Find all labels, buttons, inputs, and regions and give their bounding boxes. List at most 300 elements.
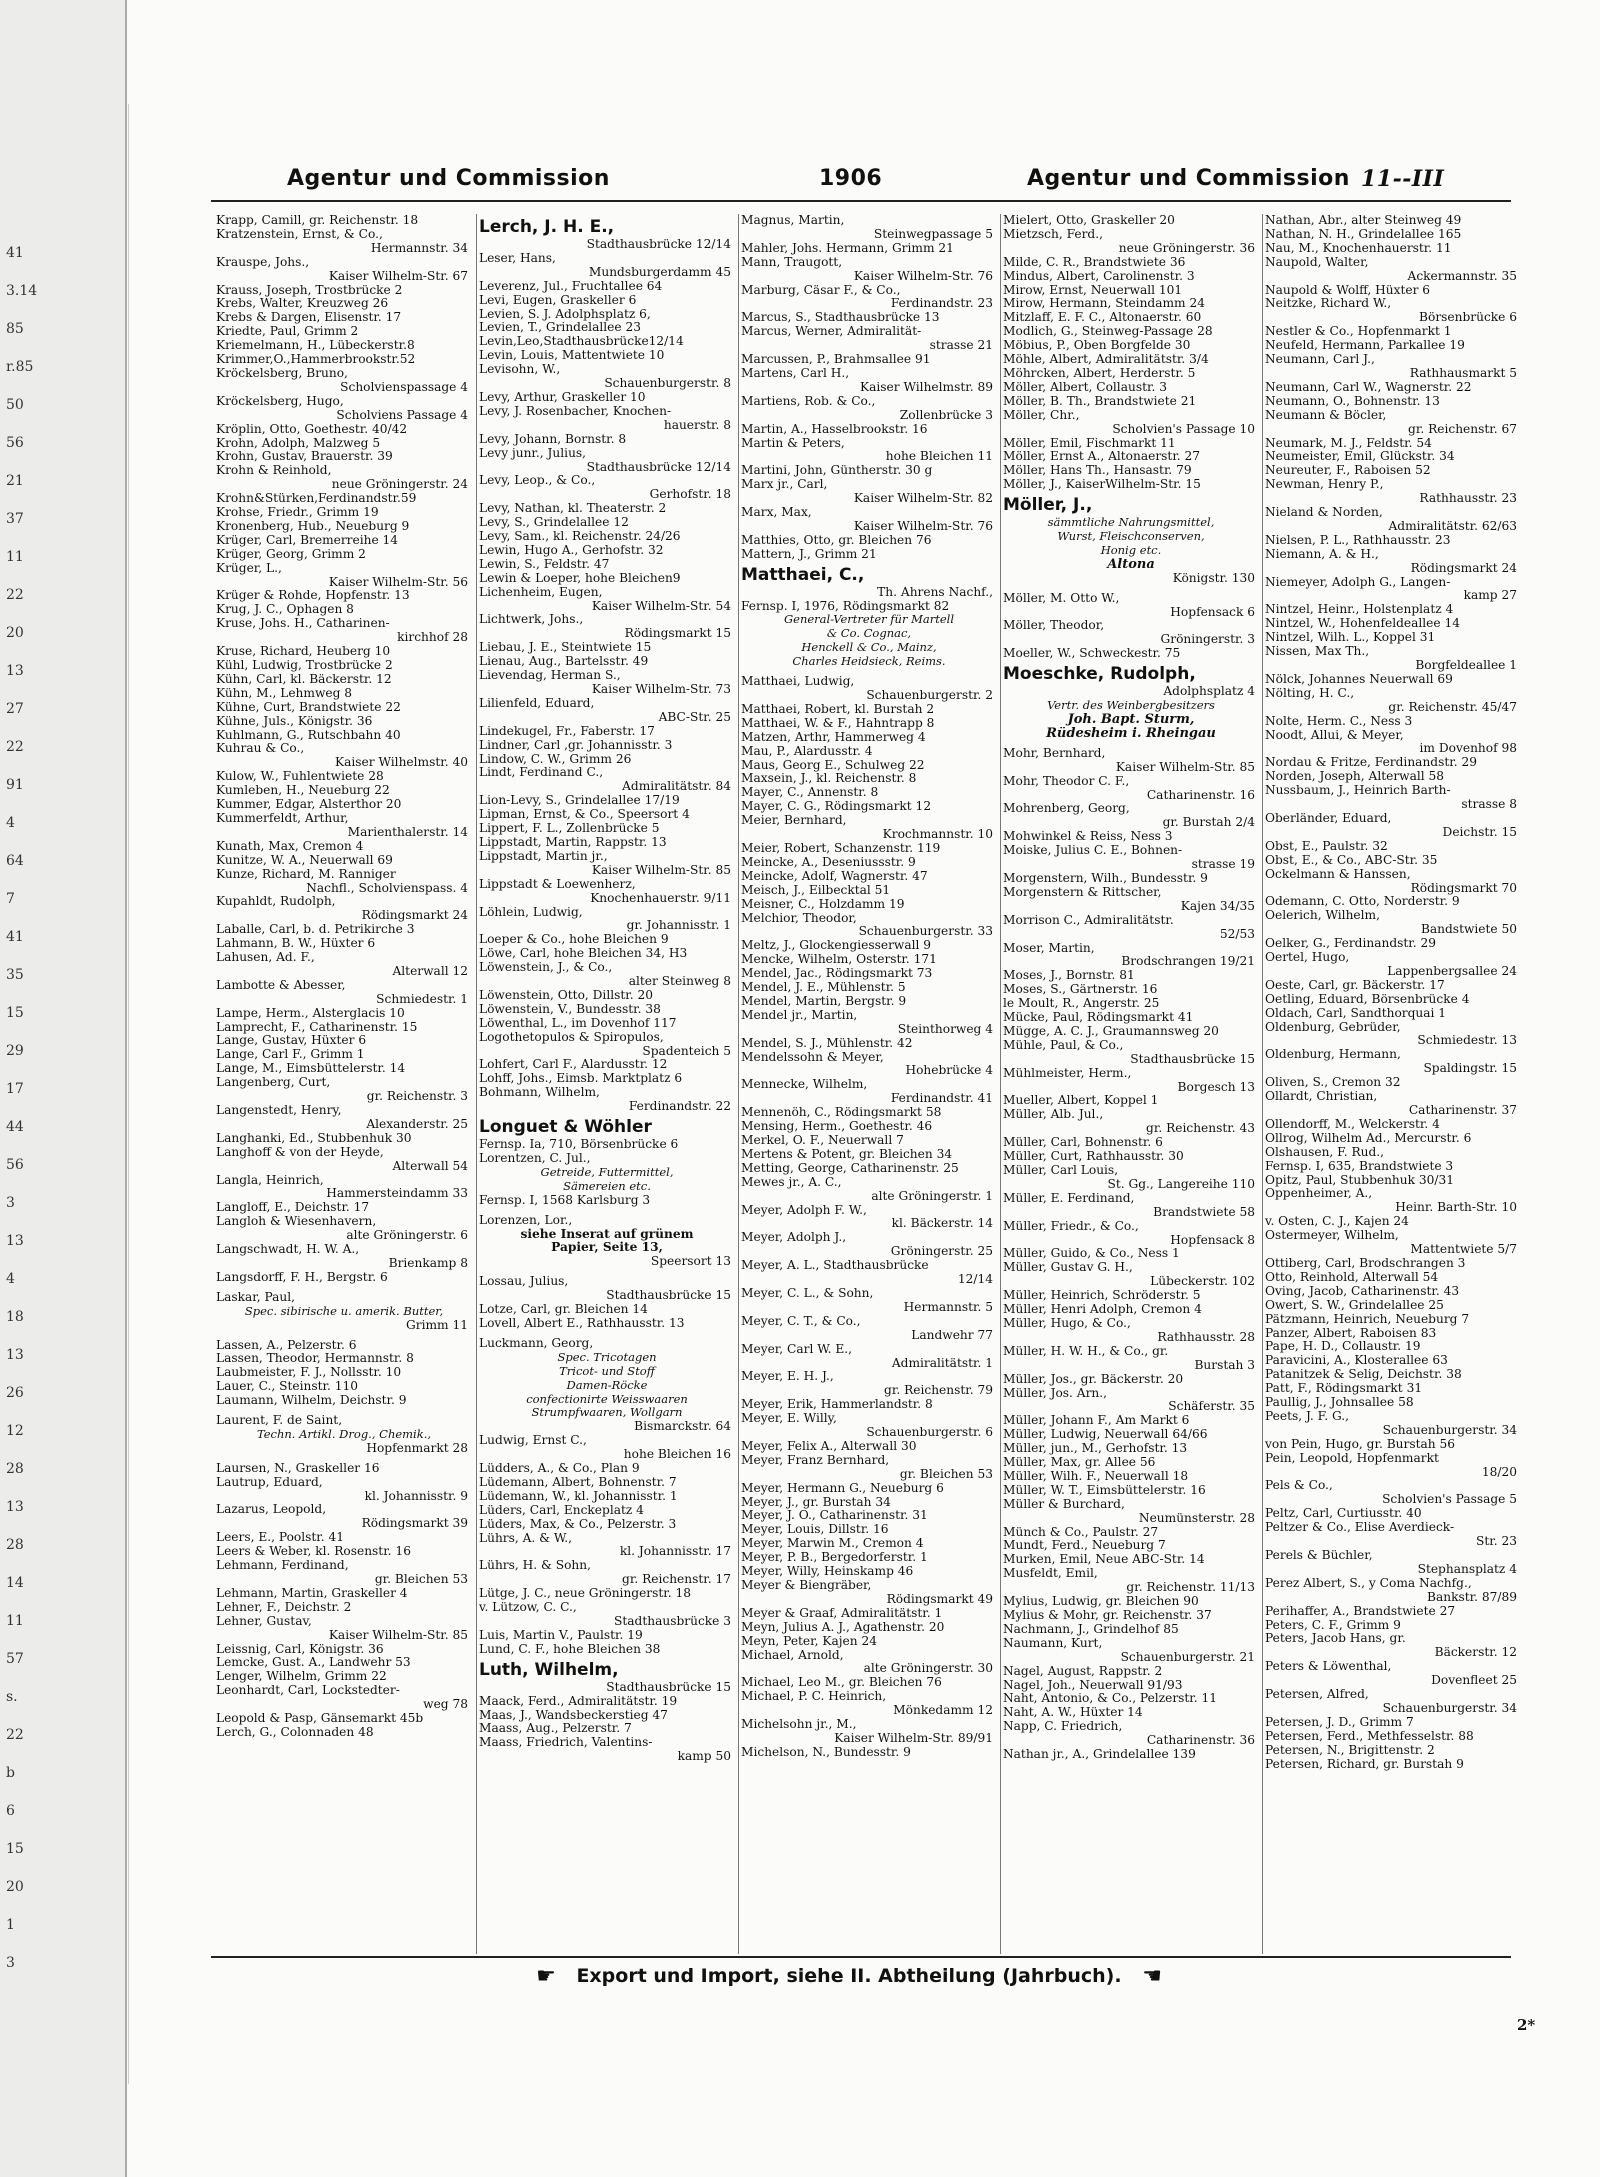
margin-number: 13 [6,1233,24,1249]
directory-entry: Levy, Leop., & Co., [479,474,596,488]
directory-entry: Kunath, Max, Cremon 4 [216,839,364,853]
directory-entry: Hammersteindamm 33 [326,1187,468,1201]
directory-entry: Borgfeldeallee 1 [1415,659,1517,672]
directory-entry: Fernsp. Ia, 710, Börsenbrücke 6 [479,1138,679,1152]
directory-entry: Petersen, N., Brigittenstr. 2 [1265,1743,1435,1757]
directory-entry: Fernsp. I, 1568 Karlsburg 3 [479,1193,651,1207]
directory-entry: Metting, George, Catharinenstr. 25 [741,1161,959,1175]
directory-entry: Langhanki, Ed., Stubbenhuk 30 [216,1131,412,1145]
directory-entry: Tricot- und Stoff [559,1364,655,1378]
directory-entry: Krüger, L., [216,561,282,575]
column-5 [1262,214,1521,1954]
margin-number: 13 [6,1499,24,1515]
directory-entry: Stadthausbrücke 12/14 [586,460,731,474]
margin-number: 64 [6,853,24,869]
directory-entry: Neitzke, Richard W., [1265,297,1392,311]
directory-entry: Oldenburg, Hermann, [1265,1048,1401,1062]
directory-entry: Ottiberg, Carl, Brodschrangen 3 [1265,1256,1466,1270]
directory-entry: Zollenbrücke 3 [899,408,993,422]
directory-entry: Moses, J., Bornstr. 81 [1003,969,1135,983]
directory-entry: Müller, Jos., gr. Bäckerstr. 20 [1003,1372,1184,1386]
directory-entry: Nölck, Johannes Neuerwall 69 [1265,672,1453,686]
directory-entry: Kühl, Ludwig, Trostbrücke 2 [216,659,393,672]
margin-number: 18 [6,1309,24,1325]
directory-entry: Levien, T., Grindelallee 23 [479,321,641,335]
directory-entry: Mueller, Albert, Koppel 1 [1003,1094,1159,1108]
margin-number: 50 [6,397,24,413]
directory-entry: gr. Johannisstr. 1 [626,919,731,933]
directory-entry: Kaiser Wilhelmstr. 89 [860,380,993,394]
directory-entry: Lippstadt & Loewenherz, [479,877,636,891]
directory-entry: Marx jr., Carl, [741,478,828,492]
directory-entry: Hopfensack 8 [1170,1233,1255,1247]
directory-entry: Gröningerstr. 3 [1160,633,1255,647]
directory-entry: Oliven, S., Cremon 32 [1265,1076,1401,1090]
directory-entry: Meyer, Louis, Dillstr. 16 [741,1523,889,1537]
directory-entry: Marienthalerstr. 14 [347,825,468,839]
directory-entry: Rödingsmarkt 49 [886,1592,993,1606]
directory-entry: Krochmannstr. 10 [882,828,993,842]
directory-entry: Patt, F., Rödingsmarkt 31 [1265,1382,1423,1396]
directory-entry: Löwe, Carl, hohe Bleichen 34, H3 [479,947,688,961]
directory-entry: Lautrup, Eduard, [216,1475,323,1489]
directory-entry: Löwenstein, V., Bundesstr. 38 [479,1002,661,1016]
directory-columns [214,214,1517,1954]
directory-entry: Mendel jr., Martin, [741,1008,858,1022]
directory-entry: Lindekugel, Fr., Faberstr. 17 [479,724,655,738]
directory-entry: Oberländer, Eduard, [1265,811,1392,825]
margin-number: 29 [6,1043,24,1059]
directory-entry: St. Gg., Langereihe 110 [1107,1177,1255,1191]
directory-entry: Mundt, Ferd., Neueburg 7 [1003,1539,1166,1553]
directory-entry: Naupold & Wolff, Hüxter 6 [1265,283,1431,297]
directory-entry: Mylius, Ludwig, gr. Bleichen 90 [1003,1595,1199,1609]
directory-entry: Möller, Chr., [1003,408,1080,422]
directory-entry: Melchior, Theodor, [741,911,857,925]
directory-entry: Honig etc. [1100,543,1162,557]
directory-entry: Kajen 34/35 [1180,899,1255,913]
directory-entry: Naht, A. W., Hüxter 14 [1003,1706,1143,1720]
directory-entry: Langhoff & von der Heyde, [216,1145,384,1159]
margin-number: 91 [6,777,24,793]
directory-entry: Langschwadt, H. W. A., [216,1243,360,1257]
directory-entry: Meyer & Biengräber, [741,1579,872,1592]
directory-entry: Maus, Georg E., Schulweg 22 [741,758,925,772]
directory-entry: Kaiser Wilhelm-Str. 85 [1115,760,1255,774]
directory-entry: v. Lützow, C. C., [479,1601,577,1615]
directory-entry: Müller, Alb. Jul., [1003,1108,1104,1122]
directory-entry: Müller, Henri Adolph, Cremon 4 [1003,1303,1202,1317]
directory-entry: Rödingsmarkt 24 [361,909,468,923]
directory-entry: Oldenburg, Gebrüder, [1265,1020,1401,1034]
directory-entry: Steinthorweg 4 [897,1022,993,1036]
directory-entry: Mindus, Albert, Carolinenstr. 3 [1003,269,1195,283]
directory-entry: Mirow, Ernst, Neuerwall 101 [1003,283,1183,297]
directory-entry: Kaiser Wilhelm-Str. 85 [328,1628,468,1642]
directory-entry: Moses, S., Gärtnerstr. 16 [1003,983,1158,997]
directory-entry: Krohn&Stürken,Ferdinandstr.59 [216,492,417,506]
directory-entry: Neumann, Carl J., [1265,353,1375,367]
directory-entry: Mücke, Paul, Rödingsmarkt 41 [1003,1011,1194,1025]
directory-entry: Levisohn, W., [479,363,561,377]
directory-entry: Meyer, Erik, Hammerlandstr. 8 [741,1398,933,1412]
margin-number: 21 [6,473,24,489]
directory-entry: Meltz, J., Glockengiesserwall 9 [741,939,932,953]
directory-entry: Nölting, H. C., [1265,686,1355,700]
directory-entry: Nintzel, W., Hohenfeldeallee 14 [1265,617,1460,631]
directory-entry: Kulow, W., Fuhlentwiete 28 [216,770,384,784]
directory-entry: Matzen, Arthr, Hammerweg 4 [741,730,926,744]
directory-entry: alte Gröningerstr. 1 [871,1189,993,1203]
margin-number: 20 [6,1879,24,1895]
directory-entry: Levy, Arthur, Graskeller 10 [479,390,646,404]
directory-entry: Meincke, Adolf, Wagnerstr. 47 [741,869,928,883]
directory-entry: Damen-Röcke [566,1378,648,1392]
directory-entry: Marcus, S., Stadthausbrücke 13 [741,311,940,325]
directory-entry: Gerhofstr. 18 [649,488,731,502]
directory-entry: Levy, Johann, Bornstr. 8 [479,432,627,446]
header-right-title: Agentur und Commission [1027,166,1350,191]
directory-entry: Neumann, Carl W., Wagnerstr. 22 [1265,380,1472,394]
directory-entry: 12/14 [957,1273,993,1287]
directory-entry: Lazarus, Leopold, [216,1503,327,1517]
directory-entry: Oertel, Hugo, [1265,951,1350,965]
directory-entry: Meyer, Adolph F. W., [741,1203,867,1217]
directory-entry: Neumann & Böcler, [1265,408,1387,422]
directory-entry: Langla, Heinrich, [216,1173,324,1187]
directory-entry: Nintzel, Heinr., Holstenplatz 4 [1265,603,1454,617]
margin-number: 12 [6,1423,24,1439]
directory-entry: Levi, Eugen, Graskeller 6 [479,293,637,307]
directory-entry: Lübeckerstr. 102 [1150,1275,1255,1289]
directory-entry: Catharinenstr. 37 [1408,1104,1517,1117]
directory-entry: Meyer, Hermann G., Neueburg 6 [741,1481,944,1495]
directory-entry: Nieland & Norden, [1265,506,1383,520]
directory-entry: Panzer, Albert, Raboisen 83 [1265,1326,1437,1340]
directory-entry: Oetling, Eduard, Börsenbrücke 4 [1265,992,1470,1006]
directory-entry: Lindow, C. W., Grimm 26 [479,752,632,766]
directory-entry: Kaiser Wilhelm-Str. 73 [591,683,731,696]
directory-entry: Luth, Wilhelm, [479,1659,619,1680]
directory-entry: gr. Bleichen 53 [899,1467,993,1481]
directory-entry: Leverenz, Jul., Fruchtallee 64 [479,279,663,293]
directory-entry: Langsdorff, F. H., Bergstr. 6 [216,1270,388,1284]
directory-entry: Petersen, J. D., Grimm 7 [1265,1715,1414,1729]
directory-entry: Mendel, Jac., Rödingsmarkt 73 [741,967,933,981]
margin-number: 15 [6,1841,24,1857]
directory-entry: Meincke, A., Deseniussstr. 9 [741,855,916,869]
directory-entry: Ludwig, Ernst C., [479,1434,587,1448]
directory-entry: Mundsburgerdamm 45 [588,265,731,279]
directory-entry: Schauenburgerstr. 34 [1382,1701,1517,1715]
directory-entry: Ollrog, Wilhelm Ad., Mercurstr. 6 [1265,1131,1472,1145]
directory-entry: Moeller, W., Schweckestr. 75 [1003,647,1181,661]
margin-number: 56 [6,435,24,451]
directory-entry: Kröckelsberg, Bruno, [216,366,348,380]
margin-number: s. [6,1689,18,1705]
directory-entry: Bandstwiete 50 [1420,923,1517,937]
directory-entry: Spec. Tricotagen [557,1350,657,1364]
directory-entry: Nathan, Abr., alter Steinweg 49 [1265,214,1462,227]
directory-entry: Kummerfeldt, Arthur, [216,811,349,825]
directory-entry: Levy, J. Rosenbacher, Knochen- [479,404,672,418]
directory-entry: Neureuter, F., Raboisen 52 [1265,464,1431,478]
directory-entry: Müller, Max, gr. Allee 56 [1003,1456,1156,1470]
directory-entry: Perels & Büchler, [1265,1549,1373,1562]
directory-entry: Owert, S. W., Grindelallee 25 [1265,1298,1444,1312]
directory-entry: Lambotte & Abesser, [216,978,346,992]
directory-entry: strasse 21 [929,339,993,353]
directory-entry: hauerstr. 8 [663,418,731,432]
margin-number: 35 [6,967,24,983]
directory-entry: sämmtliche Nahrungsmittel, [1047,516,1215,530]
directory-entry: Newman, Henry P., [1265,478,1384,492]
directory-entry: Leers & Weber, kl. Rosenstr. 16 [216,1545,411,1559]
directory-entry: Meier, Robert, Schanzenstr. 119 [741,841,941,855]
directory-entry: Schauenburgerstr. 34 [1382,1423,1517,1437]
directory-entry: General-Vertreter für Martell [783,613,955,627]
directory-entry: Börsenbrücke 6 [1419,311,1517,325]
directory-entry: Hopfensack 6 [1170,605,1255,619]
directory-entry: Hohebrücke 4 [905,1064,993,1078]
directory-entry: confectionirte Weisswaaren [526,1392,688,1406]
directory-entry: Stadthausbrücke 3 [614,1615,731,1628]
directory-entry: Mertens & Potent, gr. Bleichen 34 [741,1147,953,1161]
directory-entry: Rödingsmarkt 39 [361,1517,468,1531]
directory-entry: von Pein, Hugo, gr. Burstah 56 [1265,1437,1455,1451]
directory-entry: Hermannstr. 5 [903,1300,993,1314]
directory-entry: Kronenberg, Hub., Neueburg 9 [216,519,410,533]
directory-entry: Möhle, Albert, Admiralitätstr. 3/4 [1003,353,1209,367]
directory-entry: Modlich, G., Steinweg-Passage 28 [1003,325,1213,339]
directory-entry: Lotze, Carl, gr. Bleichen 14 [479,1303,648,1317]
directory-entry: Pape, H. D., Collaustr. 19 [1265,1340,1421,1354]
directory-entry: Levy, S., Grindelallee 12 [479,516,629,530]
margin-number: 11 [6,1613,24,1629]
directory-entry: Löhlein, Ludwig, [479,905,583,919]
directory-entry: kirchhof 28 [397,631,468,645]
directory-entry: Nachmann, J., Grindelhof 85 [1003,1622,1179,1636]
directory-entry: Morgenstern, Wilh., Bundesstr. 9 [1003,871,1208,885]
margin-number: 56 [6,1157,24,1173]
directory-entry: Neumünsterstr. 28 [1138,1511,1255,1525]
directory-entry: Alterwall 12 [392,964,468,978]
directory-entry: kl. Johannisstr. 17 [619,1545,731,1559]
margin-number: 3.14 [6,283,38,299]
directory-entry: Lahmann, B. W., Hüxter 6 [216,937,376,951]
directory-entry: Levy, Nathan, kl. Theaterstr. 2 [479,502,667,516]
directory-entry: Nintzel, Wilh. L., Koppel 31 [1265,631,1436,645]
directory-entry: Gröningerstr. 25 [890,1245,993,1259]
directory-entry: Meyn, Julius A. J., Agathenstr. 20 [741,1620,945,1634]
directory-entry: Lindner, Carl ,gr. Johannisstr. 3 [479,738,673,752]
directory-entry: Krohn & Reinhold, [216,464,332,478]
directory-entry: Oppenheimer, A., [1265,1187,1373,1201]
directory-entry: Morgenstern & Rittscher, [1003,885,1162,899]
directory-entry: Lüdemann, W., kl. Johannisstr. 1 [479,1489,678,1503]
directory-entry: Loeper & Co., hohe Bleichen 9 [479,933,669,947]
directory-entry: Niemann, A. & H., [1265,547,1379,561]
directory-entry: Obst, E., Paulstr. 32 [1265,839,1388,853]
directory-entry: Kühn, M., Lehmweg 8 [216,686,353,700]
directory-entry: Kummer, Edgar, Alsterthor 20 [216,798,402,812]
directory-entry: Mau, P., Alardusstr. 4 [741,744,873,758]
directory-entry: Leers, E., Poolstr. 41 [216,1531,345,1545]
directory-entry: Müller, Carl, Bohnenstr. 6 [1003,1136,1163,1150]
directory-entry: Lüders, Max, & Co., Pelzerstr. 3 [479,1517,677,1531]
directory-entry: Laubmeister, F. J., Nollsstr. 10 [216,1366,402,1380]
directory-entry: Nissen, Max Th., [1265,645,1370,659]
directory-entry: Kaiser Wilhelm-Str. 56 [328,575,468,589]
directory-entry: Kaiser Wilhelm-Str. 76 [853,519,993,533]
directory-entry: Perihaffer, A., Brandstwiete 27 [1265,1604,1456,1618]
directory-entry: Hermannstr. 34 [370,241,468,255]
directory-entry: Strumpfwaaren, Wollgarn [531,1406,683,1420]
directory-entry: Th. Ahrens Nachf., [877,585,993,599]
directory-entry: Meyer, Willy, Heinskamp 46 [741,1565,914,1579]
margin-number: 22 [6,587,24,603]
adjacent-page-margin [0,0,127,2177]
directory-entry: Michelson, N., Bundesstr. 9 [741,1745,911,1759]
directory-entry: Matthaei, Ludwig, [741,675,855,689]
footer-rule [211,1956,1511,1958]
margin-number: 4 [6,1271,15,1287]
directory-entry: Schmiedestr. 13 [1417,1034,1517,1048]
directory-entry: Krebs, Walter, Kreuzweg 26 [216,297,389,311]
directory-entry: Martin & Peters, [741,436,845,450]
directory-entry: Rüdesheim i. Rheingau [1046,726,1216,741]
directory-entry: Krimmer,O.,Hammerbrookstr.52 [216,353,416,367]
directory-entry: Neumark, M. J., Feldstr. 54 [1265,436,1432,450]
directory-entry: Müller & Burchard, [1003,1497,1125,1511]
directory-entry: strasse 19 [1191,858,1255,872]
directory-entry: Krohn, Adolph, Malzweg 5 [216,436,381,450]
directory-entry: Möller, Theodor, [1003,619,1105,633]
directory-entry: Stadthausbrücke 15 [606,1680,731,1694]
directory-entry: Napp, C. Friedrich, [1003,1720,1123,1734]
directory-entry: gr. Reichenstr. 11/13 [1126,1581,1255,1595]
directory-entry: Meyer, A. L., Stadthausbrücke [741,1259,929,1273]
directory-entry: Otto, Reinhold, Alterwall 54 [1265,1270,1439,1284]
directory-entry: Moiske, Julius C. E., Bohnen- [1003,844,1183,858]
directory-entry: Obst, E., & Co., ABC-Str. 35 [1265,853,1438,867]
directory-entry: Meyer, E. Willy, [741,1412,837,1426]
directory-entry: Lewin, Hugo A., Gerhofstr. 32 [479,543,664,557]
directory-entry: Lippert, F. L., Zollenbrücke 5 [479,822,660,836]
directory-entry: Kumleben, H., Neueburg 22 [216,784,390,798]
directory-entry: Möller, J., KaiserWilhelm-Str. 15 [1003,478,1201,492]
directory-entry: Schauenburgerstr. 6 [866,1426,993,1440]
directory-entry: Mahler, Johs. Hermann, Grimm 21 [741,241,954,255]
directory-entry: Neufeld, Hermann, Parkallee 19 [1265,339,1465,353]
directory-entry: gr. Reichenstr. 43 [1146,1122,1255,1136]
directory-entry: Mitzlaff, E. F. C., Altonaerstr. 60 [1003,311,1202,325]
margin-number: 3 [6,1955,15,1971]
directory-entry: Neumann, O., Bohnenstr. 13 [1265,394,1440,408]
directory-entry: Laumann, Wilhelm, Deichstr. 9 [216,1394,407,1408]
directory-entry: Murken, Emil, Neue ABC-Str. 14 [1003,1553,1205,1567]
directory-entry: Ollendorff, M., Welckerstr. 4 [1265,1117,1440,1131]
directory-entry: kl. Johannisstr. 9 [364,1489,468,1503]
directory-entry: Mügge, A. C. J., Graumannsweg 20 [1003,1024,1219,1038]
margin-number: 11 [6,549,24,565]
directory-entry: Lievendag, Herman S., [479,669,621,683]
directory-entry: Martini, John, Güntherstr. 30 g [741,464,933,478]
directory-entry: Müller, Carl Louis, [1003,1164,1119,1177]
directory-entry: Kuhlmann, G., Rutschbahn 40 [216,728,401,742]
directory-entry: Kühn, Carl, kl. Bäckerstr. 12 [216,672,392,686]
directory-entry: Norden, Joseph, Alterwall 58 [1265,770,1445,784]
directory-entry: Odemann, C. Otto, Norderstr. 9 [1265,895,1460,909]
directory-entry: Müller, Ludwig, Neuerwall 64/66 [1003,1428,1208,1442]
column-1 [214,214,472,1954]
directory-entry: Grimm 11 [406,1318,468,1332]
directory-entry: Ferdinandstr. 22 [628,1100,731,1114]
directory-entry: Lahusen, Ad. F., [216,951,315,965]
directory-entry: Möller, B. Th., Brandstwiete 21 [1003,394,1197,408]
directory-entry: Müller, E. Ferdinand, [1003,1191,1135,1205]
directory-entry: Papier, Seite 13, [551,1241,663,1255]
header-page-number: 11--III [1361,166,1445,192]
directory-entry: Moser, Martin, [1003,941,1095,955]
directory-entry: Stadthausbrücke 12/14 [586,238,731,251]
directory-entry: Mayer, C., Annenstr. 8 [741,786,879,800]
margin-number: 22 [6,1727,24,1743]
directory-entry: Matthaei, C., [741,564,865,585]
directory-page [128,104,1569,2084]
directory-entry: Kröckelsberg, Hugo, [216,394,344,408]
directory-entry: Leser, Hans, [479,251,556,265]
directory-entry: Lehmann, Martin, Graskeller 4 [216,1586,408,1600]
directory-entry: Morrison C., Admiralitätstr. [1003,913,1174,927]
margin-number: 15 [6,1005,24,1021]
directory-entry: Krüger, Carl, Bremerreihe 14 [216,533,399,547]
directory-entry: Müller, Guido, & Co., Ness 1 [1003,1247,1180,1261]
directory-entry: Brandstwiete 58 [1153,1205,1255,1219]
directory-entry: Lührs, H. & Sohn, [479,1559,591,1573]
directory-entry: Leissnig, Carl, Königstr. 36 [216,1642,384,1656]
directory-entry: Lüdders, A., & Co., Plan 9 [479,1462,640,1476]
margin-number: 4 [6,815,15,831]
directory-entry: Marburg, Cäsar F., & Co., [741,283,901,297]
directory-entry: Königstr. 130 [1172,571,1255,585]
directory-entry: gr. Burstah 2/4 [1162,816,1255,830]
directory-entry: Perez Albert, S., y Coma Nachfg., [1265,1576,1472,1590]
directory-entry: Rathhausstr. 28 [1157,1330,1255,1344]
directory-entry: Lund, C. F., hohe Bleichen 38 [479,1642,661,1656]
directory-entry: Meyer, E. H. J., [741,1370,834,1384]
margin-number: 17 [6,1081,24,1097]
directory-entry: Lassen, A., Pelzerstr. 6 [216,1338,357,1352]
directory-entry: Möhrcken, Albert, Herderstr. 5 [1003,366,1196,380]
directory-entry: Meyer, Adolph J., [741,1231,847,1245]
directory-entry: Münch & Co., Paulstr. 27 [1003,1525,1159,1539]
directory-entry: Leopold & Pasp, Gänsemarkt 45b [216,1712,424,1726]
directory-entry: kl. Bäckerstr. 14 [891,1217,993,1231]
directory-entry: Naupold, Walter, [1265,255,1369,269]
directory-entry: Leonhardt, Carl, Lockstedter- [216,1684,400,1698]
directory-entry: Olshausen, F. Rud., [1265,1145,1385,1159]
margin-number: 20 [6,625,24,641]
directory-entry: gr. Reichenstr. 45/47 [1388,700,1517,714]
directory-entry: Müller, Friedr., & Co., [1003,1219,1139,1233]
directory-entry: Kuhrau & Co., [216,742,305,756]
directory-entry: Ferdinandstr. 23 [890,297,993,311]
directory-entry: Maxsein, J., kl. Reichenstr. 8 [741,772,917,786]
directory-entry: Lüdemann, Albert, Bohnenstr. 7 [479,1475,677,1489]
directory-entry: Burstah 3 [1194,1358,1255,1372]
directory-entry: gr. Reichenstr. 79 [884,1384,993,1398]
